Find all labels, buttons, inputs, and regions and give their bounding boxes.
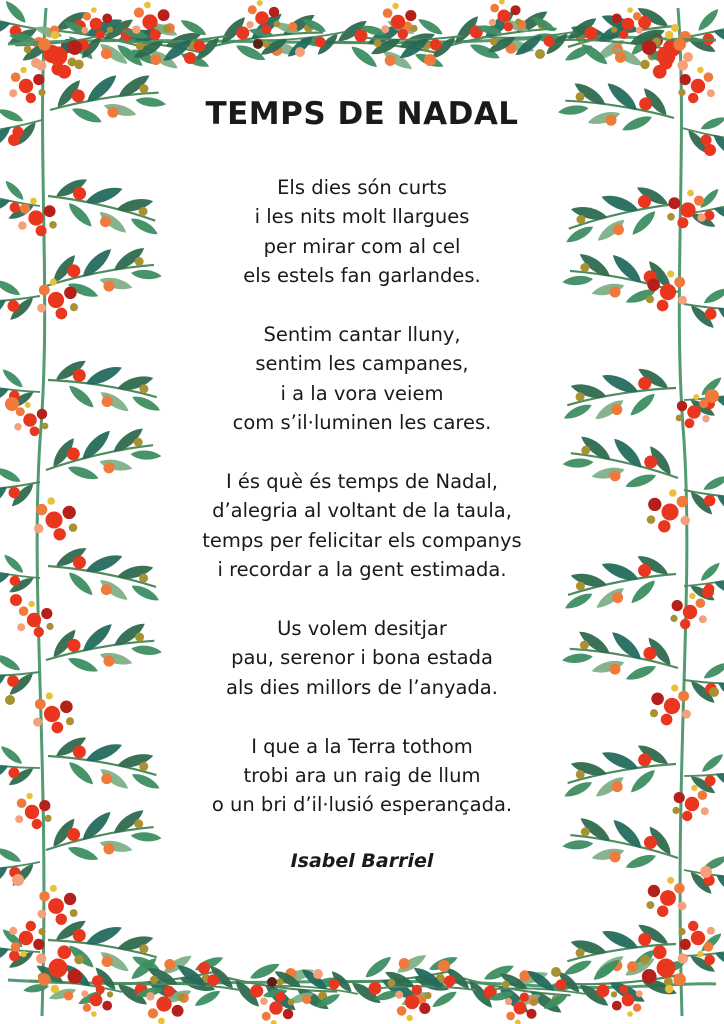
border-bottom <box>8 944 716 1024</box>
poem-line: Us volem desitjar <box>277 617 447 641</box>
stanza-1 <box>112 173 612 290</box>
poem-line: i a la vora veiem <box>280 381 444 405</box>
poem-line: Sentim cantar lluny, <box>263 323 461 347</box>
poem-line: I que a la Terra tothom <box>251 734 473 758</box>
poem-line: els estels fan garlandes. <box>243 263 481 287</box>
poem-line: pau, serenor i bona estada <box>231 646 493 670</box>
stanza-3 <box>112 467 612 584</box>
corner-bottom-right <box>611 921 715 1017</box>
poem-line: temps per felicitar els companys <box>202 528 522 552</box>
poem-content <box>112 96 612 872</box>
stanza-4 <box>112 614 612 702</box>
poem-line: per mirar com al cel <box>263 234 461 258</box>
stanza-2 <box>112 320 612 437</box>
poem-line: com s’il·luminen les cares. <box>232 410 492 434</box>
corner-top-right <box>611 7 715 103</box>
poem-line: i recordar a la gent estimada. <box>217 557 507 581</box>
poem-line: als dies millors de l’anyada. <box>226 675 498 699</box>
page-title: TEMPS DE NADAL <box>205 96 519 132</box>
corner-top-left <box>9 7 113 103</box>
poem-line: I és què és temps de Nadal, <box>225 470 499 494</box>
border-top <box>7 0 716 80</box>
stanza-5 <box>112 732 612 820</box>
poem-line: trobi ara un raig de llum <box>243 764 481 788</box>
poem-line: d’alegria al voltant de la taula, <box>212 499 512 523</box>
poem-line: sentim les campanes, <box>255 352 469 376</box>
poem-line: o un bri d’il·lusió esperançada. <box>211 793 513 817</box>
poem-line: i les nits molt llargues <box>254 205 470 229</box>
poem-line: Els dies són curts <box>277 176 447 200</box>
corner-bottom-left <box>9 921 113 1017</box>
author-name: Isabel Barriel <box>290 849 434 872</box>
